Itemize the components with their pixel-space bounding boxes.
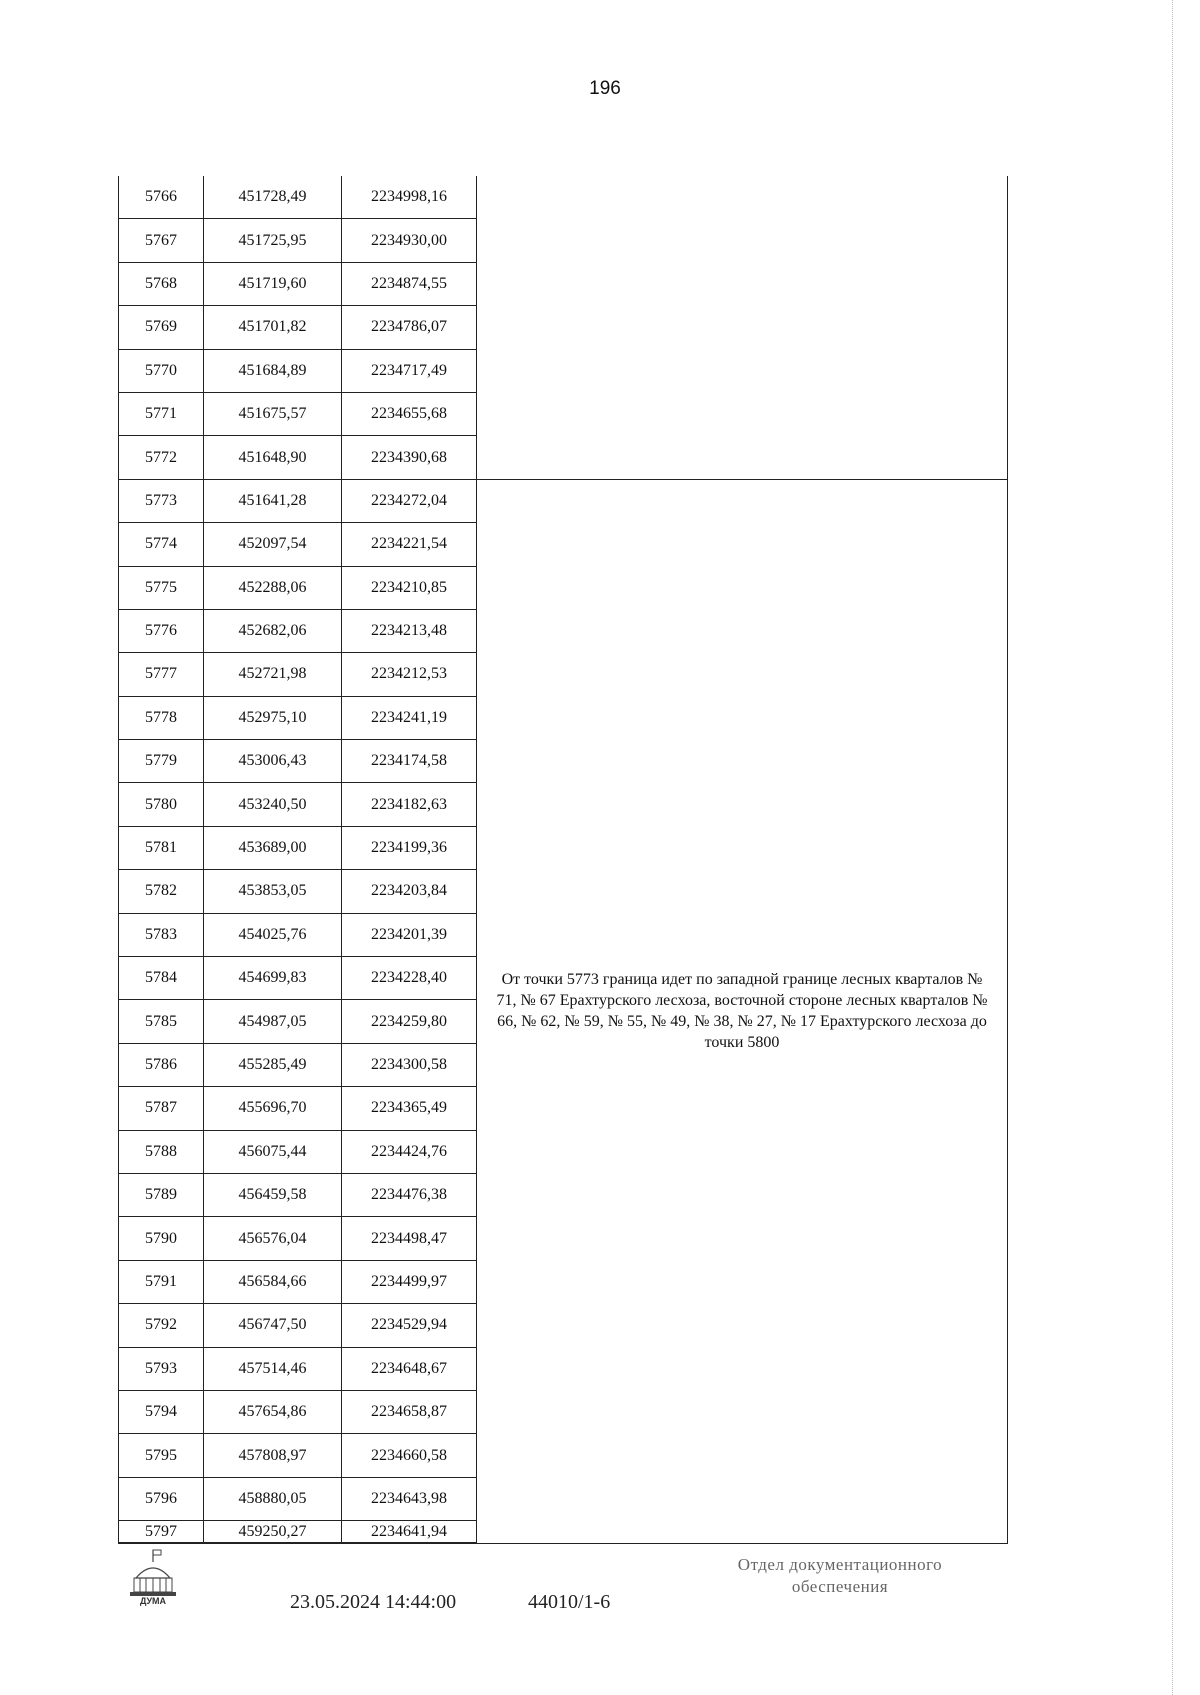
point-number-cell: 5772 — [119, 436, 204, 479]
description-cell-previous — [477, 176, 1008, 479]
point-number-cell: 5766 — [119, 176, 204, 219]
x-coordinate-cell: 451719,60 — [204, 262, 342, 305]
point-number-cell: 5782 — [119, 870, 204, 913]
point-number-cell: 5793 — [119, 1347, 204, 1390]
x-coordinate-cell: 451725,95 — [204, 219, 342, 262]
point-number-cell: 5790 — [119, 1217, 204, 1260]
y-coordinate-cell: 2234199,36 — [342, 826, 477, 869]
point-number-cell: 5792 — [119, 1304, 204, 1347]
point-number-cell: 5771 — [119, 392, 204, 435]
point-number-cell: 5797 — [119, 1521, 204, 1543]
point-number-cell: 5774 — [119, 523, 204, 566]
x-coordinate-cell: 452721,98 — [204, 653, 342, 696]
point-number-cell: 5773 — [119, 479, 204, 522]
point-number-cell: 5785 — [119, 1000, 204, 1043]
x-coordinate-cell: 457514,46 — [204, 1347, 342, 1390]
x-coordinate-cell: 457654,86 — [204, 1390, 342, 1433]
x-coordinate-cell: 451641,28 — [204, 479, 342, 522]
point-number-cell: 5777 — [119, 653, 204, 696]
x-coordinate-cell: 455285,49 — [204, 1043, 342, 1086]
y-coordinate-cell: 2234241,19 — [342, 696, 477, 739]
footer-rule — [118, 1543, 1008, 1544]
y-coordinate-cell: 2234182,63 — [342, 783, 477, 826]
x-coordinate-cell: 458880,05 — [204, 1477, 342, 1520]
x-coordinate-cell: 454699,83 — [204, 957, 342, 1000]
x-coordinate-cell: 456747,50 — [204, 1304, 342, 1347]
y-coordinate-cell: 2234228,40 — [342, 957, 477, 1000]
y-coordinate-cell: 2234203,84 — [342, 870, 477, 913]
x-coordinate-cell: 457808,97 — [204, 1434, 342, 1477]
point-number-cell: 5789 — [119, 1173, 204, 1216]
y-coordinate-cell: 2234786,07 — [342, 306, 477, 349]
x-coordinate-cell: 451648,90 — [204, 436, 342, 479]
footer-datetime: 23.05.2024 14:44:00 — [290, 1591, 457, 1613]
x-coordinate-cell: 453853,05 — [204, 870, 342, 913]
y-coordinate-cell: 2234390,68 — [342, 436, 477, 479]
y-coordinate-cell: 2234998,16 — [342, 176, 477, 219]
department-stamp — [700, 1554, 980, 1598]
point-number-cell: 5795 — [119, 1434, 204, 1477]
table-row — [119, 479, 1008, 522]
point-number-cell: 5784 — [119, 957, 204, 1000]
y-coordinate-cell: 2234529,94 — [342, 1304, 477, 1347]
y-coordinate-cell: 2234213,48 — [342, 609, 477, 652]
point-number-cell: 5770 — [119, 349, 204, 392]
boundary-description-cell: От точки 5773 граница идет по западной границе лесных кварталов № 71, № 67 Ерахтурского лесхоза, восточной стороне лесных кварталов № 66, № 62, № 59, № 55, № 49, № 38, № 27, № 17 Ерахтурского лесхоза до точки 5800 — [477, 479, 1008, 1542]
point-number-cell: 5794 — [119, 1390, 204, 1433]
point-number-cell: 5778 — [119, 696, 204, 739]
point-number-cell: 5788 — [119, 1130, 204, 1173]
y-coordinate-cell: 2234272,04 — [342, 479, 477, 522]
x-coordinate-cell: 453689,00 — [204, 826, 342, 869]
x-coordinate-cell: 453006,43 — [204, 740, 342, 783]
y-coordinate-cell: 2234930,00 — [342, 219, 477, 262]
point-number-cell: 5791 — [119, 1260, 204, 1303]
x-coordinate-cell: 453240,50 — [204, 783, 342, 826]
point-number-cell: 5796 — [119, 1477, 204, 1520]
x-coordinate-cell: 454987,05 — [204, 1000, 342, 1043]
x-coordinate-cell: 456075,44 — [204, 1130, 342, 1173]
y-coordinate-cell: 2234365,49 — [342, 1087, 477, 1130]
point-number-cell: 5767 — [119, 219, 204, 262]
footer-doc-number: 44010/1-6 — [528, 1591, 611, 1613]
y-coordinate-cell: 2234212,53 — [342, 653, 477, 696]
y-coordinate-cell: 2234499,97 — [342, 1260, 477, 1303]
x-coordinate-cell: 452682,06 — [204, 609, 342, 652]
y-coordinate-cell: 2234498,47 — [342, 1217, 477, 1260]
logo-text: ДУМА — [139, 1596, 167, 1606]
y-coordinate-cell: 2234641,94 — [342, 1521, 477, 1543]
y-coordinate-cell: 2234660,58 — [342, 1434, 477, 1477]
x-coordinate-cell: 452097,54 — [204, 523, 342, 566]
x-coordinate-cell: 459250,27 — [204, 1521, 342, 1543]
table-row — [119, 176, 1008, 219]
y-coordinate-cell: 2234300,58 — [342, 1043, 477, 1086]
x-coordinate-cell: 456459,58 — [204, 1173, 342, 1216]
x-coordinate-cell: 451728,49 — [204, 176, 342, 219]
coordinates-table-wrap — [118, 176, 1008, 1543]
point-number-cell: 5779 — [119, 740, 204, 783]
point-number-cell: 5776 — [119, 609, 204, 652]
point-number-cell: 5775 — [119, 566, 204, 609]
y-coordinate-cell: 2234643,98 — [342, 1477, 477, 1520]
x-coordinate-cell: 451675,57 — [204, 392, 342, 435]
point-number-cell: 5787 — [119, 1087, 204, 1130]
y-coordinate-cell: 2234221,54 — [342, 523, 477, 566]
y-coordinate-cell: 2234201,39 — [342, 913, 477, 956]
coordinates-table — [118, 176, 1008, 1543]
point-number-cell: 5780 — [119, 783, 204, 826]
point-number-cell: 5781 — [119, 826, 204, 869]
x-coordinate-cell: 454025,76 — [204, 913, 342, 956]
point-number-cell: 5783 — [119, 913, 204, 956]
y-coordinate-cell: 2234655,68 — [342, 392, 477, 435]
stamp-line-1: Отдел документационного — [737, 1555, 943, 1574]
page-number: 196 — [589, 78, 621, 99]
y-coordinate-cell: 2234259,80 — [342, 1000, 477, 1043]
x-coordinate-cell: 455696,70 — [204, 1087, 342, 1130]
y-coordinate-cell: 2234648,67 — [342, 1347, 477, 1390]
duma-logo-icon — [124, 1548, 182, 1606]
y-coordinate-cell: 2234174,58 — [342, 740, 477, 783]
scan-edge-marks — [1172, 0, 1185, 1695]
x-coordinate-cell: 452975,10 — [204, 696, 342, 739]
stamp-line-2: обеспечения — [791, 1577, 889, 1596]
y-coordinate-cell: 2234424,76 — [342, 1130, 477, 1173]
x-coordinate-cell: 452288,06 — [204, 566, 342, 609]
y-coordinate-cell: 2234717,49 — [342, 349, 477, 392]
x-coordinate-cell: 456576,04 — [204, 1217, 342, 1260]
x-coordinate-cell: 451684,89 — [204, 349, 342, 392]
y-coordinate-cell: 2234476,38 — [342, 1173, 477, 1216]
y-coordinate-cell: 2234210,85 — [342, 566, 477, 609]
y-coordinate-cell: 2234874,55 — [342, 262, 477, 305]
point-number-cell: 5786 — [119, 1043, 204, 1086]
x-coordinate-cell: 456584,66 — [204, 1260, 342, 1303]
x-coordinate-cell: 451701,82 — [204, 306, 342, 349]
point-number-cell: 5768 — [119, 262, 204, 305]
y-coordinate-cell: 2234658,87 — [342, 1390, 477, 1433]
point-number-cell: 5769 — [119, 306, 204, 349]
